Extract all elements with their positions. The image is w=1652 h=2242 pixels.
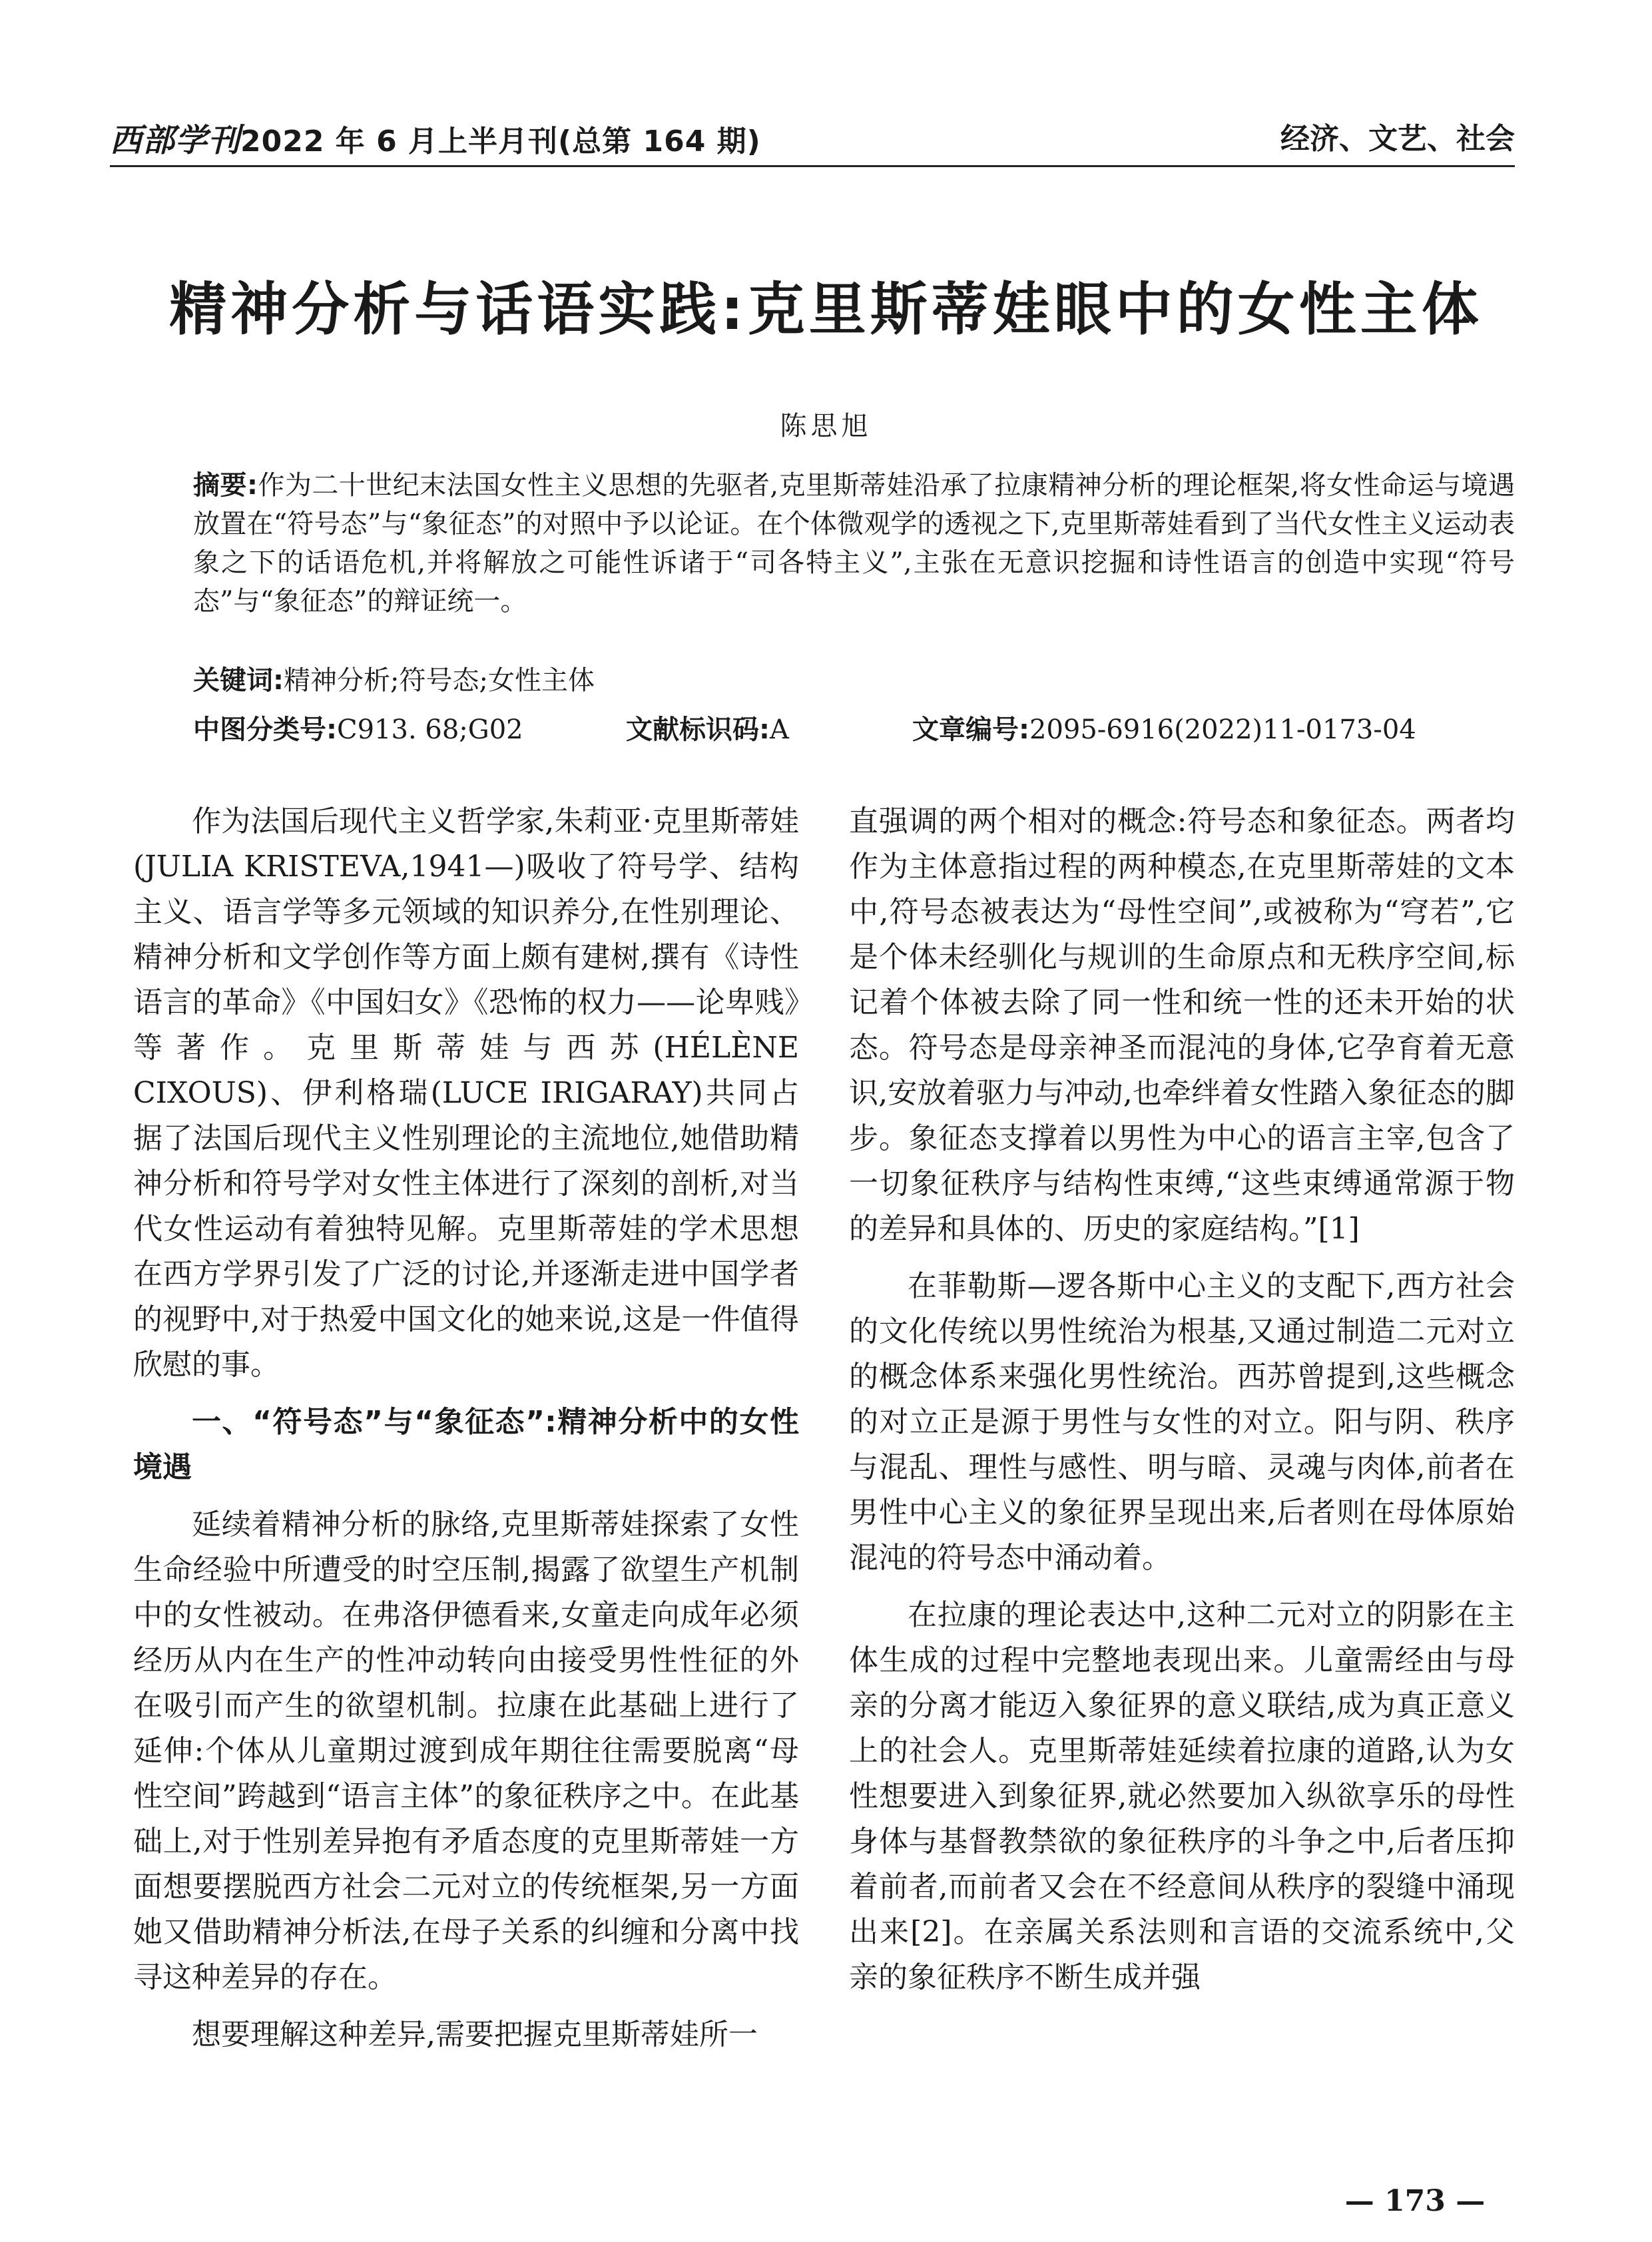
keywords-text: 精神分析;符号态;女性主体 [284,665,595,696]
keywords-label: 关键词: [193,665,284,696]
keywords [193,659,595,697]
abstract [193,466,1515,621]
journal-logo: 西部学刊 [110,122,241,159]
section-tag: 经济、文艺、社会 [1280,122,1515,156]
abstract-text: 作为二十世纪末法国女性主义思想的先驱者,克里斯蒂娃沿承了拉康精神分析的理论框架,将女性命运与境遇放置在“符号态”与“象征态”的对照中予以论证。在个体微观学的透视之下,克里斯蒂娃看到了当代女性主义运动表象之下的话语危机,并将解放之可能性诉诸于“司各特主义”,主张在无意识挖掘和诗性语言的创造中实现“符号态”与“象征态”的辩证统一。 [193,470,1515,617]
clc-label: 中图分类号: [193,714,337,745]
doc-code-label: 文献标识码: [626,714,770,745]
abstract-label: 摘要: [193,470,258,501]
paragraph: 延续着精神分析的脉络,克里斯蒂娃探索了女性生命经验中所遭受的时空压制,揭露了欲望生产机制中的女性被动。在弗洛伊德看来,女童走向成年必须经历从内在生产的性冲动转向由接受男性性征的外在吸引而产生的欲望机制。拉康在此基础上进行了延伸:个体从儿童期过渡到成年期往往需要脱离“母性空间”跨越到“语言主体”的象征秩序之中。在此基础上,对于性别差异抱有矛盾态度的克里斯蒂娃一方面想要摆脱西方社会二元对立的传统框架,另一方面她又借助精神分析法,在母子关系的纠缠和分离中找寻这种差异的存在。 [133,1508,799,1994]
right-column [849,799,1515,2000]
doc-code-item [626,708,789,746]
paragraph: 在拉康的理论表达中,这种二元对立的阴影在主体生成的过程中完整地表现出来。儿童需经由与母亲的分离才能迈入象征界的意义联结,成为真正意义上的社会人。克里斯蒂娃延续着拉康的道路,认为女性想要进入到象征界,就必然要加入纵欲享乐的母性身体与基督教禁欲的象征秩序的斗争之中,后者压抑着前者,而前者又会在不经意间从秩序的裂缝中涌现出来[2]。在亲属关系法则和言语的交流系统中,父亲的象征秩序不断生成并强 [849,1598,1515,1994]
issue-info: 2022 年 6 月上半月刊(总第 164 期) [240,125,761,158]
running-header [110,107,1515,166]
article-author: 陈思旭 [780,411,872,441]
article-no-value: 2095-6916(2022)11-0173-04 [1029,714,1416,745]
clc-item [193,708,523,746]
header-rule [110,165,1515,167]
left-column [133,799,799,2058]
article-no-item [912,708,1416,746]
section-heading: 一、“符号态”与“象征态”:精神分析中的女性境遇 [133,1405,799,1484]
page-number: — 173 — [1344,2184,1486,2218]
paragraph: 想要理解这种差异,需要把握克里斯蒂娃所一 [192,2018,758,2052]
article-no-label: 文章编号: [912,714,1029,745]
doc-code-value: A [770,714,789,745]
paragraph: 在菲勒斯—逻各斯中心主义的支配下,西方社会的文化传统以男性统治为根基,又通过制造二元对立的概念体系来强化男性统治。西苏曾提到,这些概念的对立正是源于男性与女性的对立。阳与阴、秩序与混乱、理性与感性、明与暗、灵魂与肉体,前者在男性中心主义的象征界呈现出来,后者则在母体原始混沌的符号态中涌动着。 [849,1269,1515,1575]
paragraph: 作为法国后现代主义哲学家,朱莉亚·克里斯蒂娃(JULIA KRISTEVA,1941—)吸收了符号学、结构主义、语言学等多元领域的知识养分,在性别理论、精神分析和文学创作等方面上颇有建树,撰有《诗性语言的革命》《中国妇女》《恐怖的权力——论卑贱》等著作。克里斯蒂娃与西苏(HÉLÈNE CIXOUS)、伊利格瑞(LUCE IRIGARAY)共同占据了法国后现代主义性别理论的主流地位,她借助精神分析和符号学对女性主体进行了深刻的剖析,对当代女性运动有着独特见解。克里斯蒂娃的学术思想在西方学界引发了广泛的讨论,并逐渐走进中国学者的视野中,对于热爱中国文化的她来说,这是一件值得欣慰的事。 [133,804,799,1382]
clc-value: C913. 68;G02 [337,714,523,745]
paragraph: 直强调的两个相对的概念:符号态和象征态。两者均作为主体意指过程的两种模态,在克里斯蒂娃的文本中,符号态被表达为“母性空间”,或被称为“穹若”,它是个体未经驯化与规训的生命原点和无秩序空间,标记着个体被去除了同一性和统一性的还未开始的状态。符号态是母亲神圣而混沌的身体,它孕育着无意识,安放着驱力与冲动,也牵绊着女性踏入象征态的脚步。象征态支撑着以男性为中心的语言主宰,包含了一切象征秩序与结构性束缚,“这些束缚通常源于物的差异和具体的、历史的家庭结构。”[1] [849,804,1515,1246]
journal-issue [110,115,761,160]
article-title: 精神分析与话语实践:克里斯蒂娃眼中的女性主体 [169,276,1483,343]
